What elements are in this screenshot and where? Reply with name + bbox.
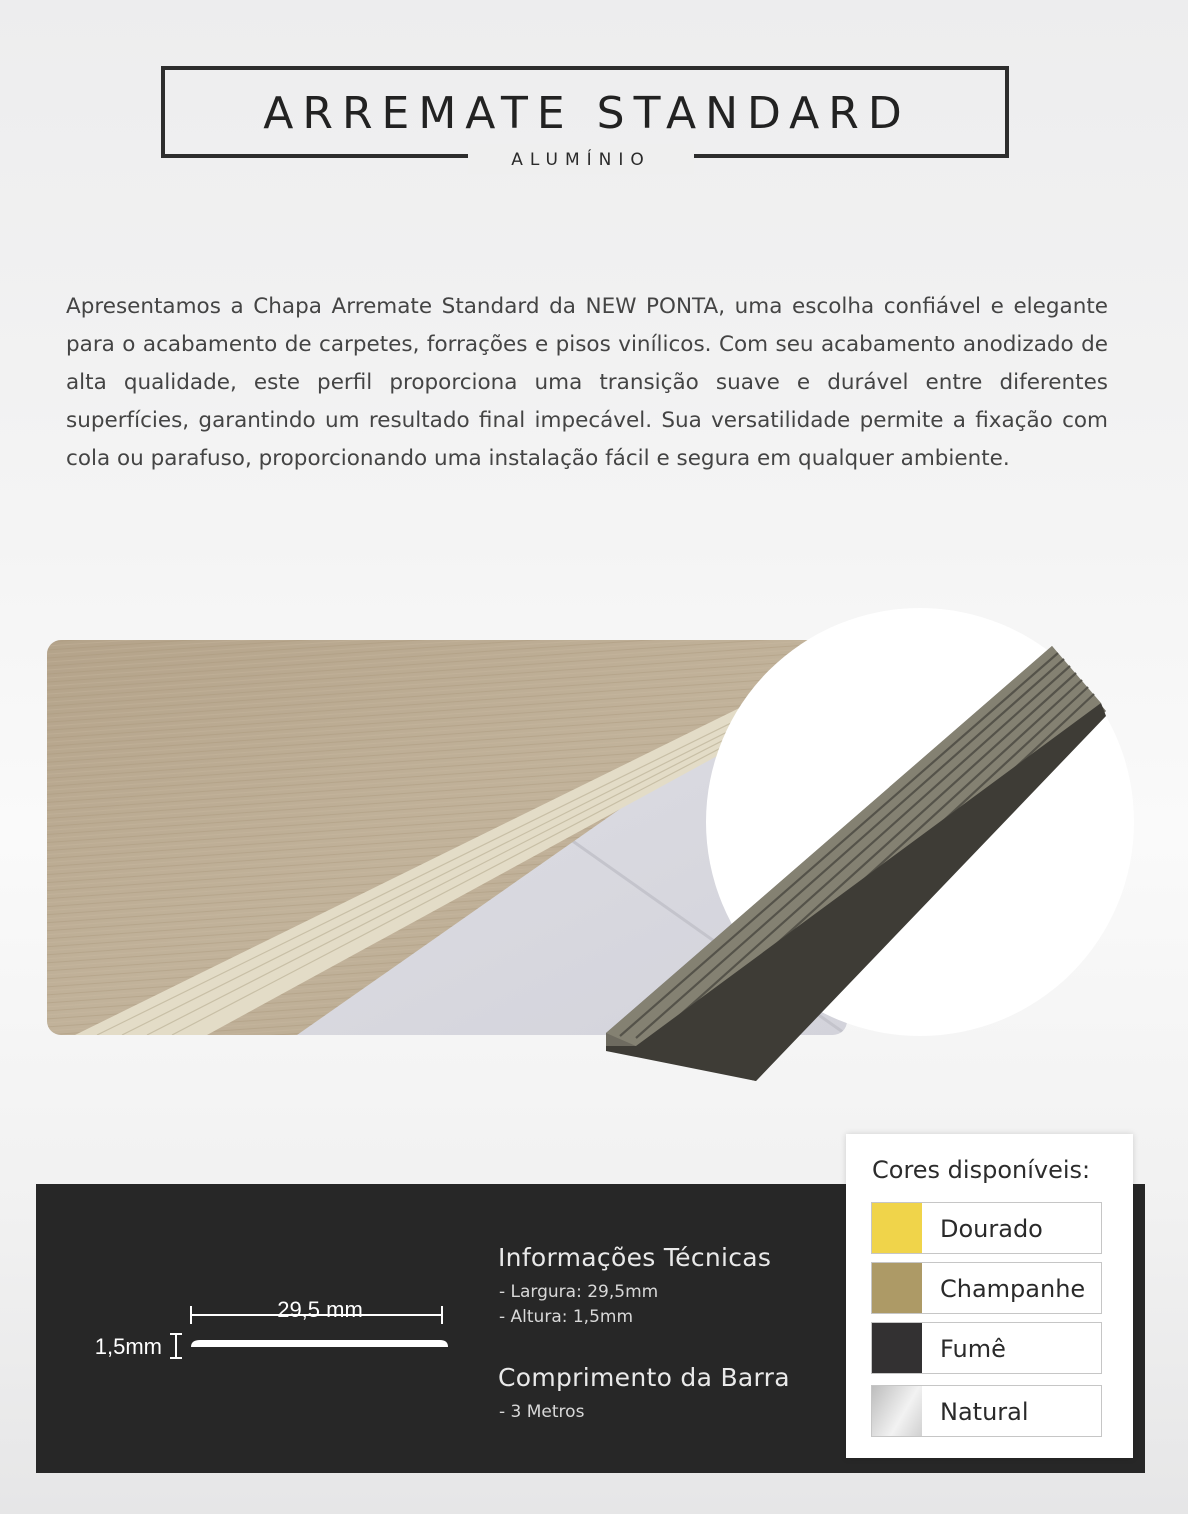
page-title: ARREMATE STANDARD: [263, 88, 911, 139]
bar-length-title: Comprimento da Barra: [498, 1363, 790, 1392]
color-option-champanhe: [871, 1262, 1102, 1314]
technical-info-title: Informações Técnicas: [498, 1243, 772, 1272]
profile-dimension-diagram: [70, 1290, 470, 1370]
color-label: Champanhe: [940, 1275, 1086, 1303]
color-swatch-natural: [872, 1386, 922, 1436]
color-swatch-dourado: [872, 1203, 922, 1253]
color-label: Fumê: [940, 1335, 1006, 1363]
color-option-fume: [871, 1322, 1102, 1374]
color-option-natural: [871, 1385, 1102, 1437]
available-colors-card: [846, 1134, 1133, 1458]
color-swatch-champanhe: [872, 1263, 922, 1313]
color-label: Natural: [940, 1398, 1029, 1426]
height-dimension-label: 1,5mm: [94, 1334, 162, 1359]
color-swatch-fume: [872, 1323, 922, 1373]
profile-zoom-illustration: [606, 606, 1146, 1086]
technical-width-line: - Largura: 29,5mm: [499, 1282, 659, 1302]
intro-paragraph: Apresentamos a Chapa Arremate Standard da NEW PONTA, uma escolha confiável e elegante para o acabamento de carpetes, forrações e pisos vinílicos. Com seu acabamento anodizado de alta qualidade, este perfil proporciona uma transição suave e durável entre diferentes superfícies, garantindo um resultado final impecável. Sua versatilidade permite a fixação com cola ou parafuso, proporcionando uma instalação fácil e segura em qualquer ambiente.: [66, 294, 1108, 471]
color-option-dourado: [871, 1202, 1102, 1254]
color-label: Dourado: [940, 1215, 1043, 1243]
available-colors-title: Cores disponíveis:: [872, 1156, 1091, 1184]
width-dimension-label: 29,5 mm: [277, 1297, 363, 1322]
technical-height-line: - Altura: 1,5mm: [499, 1307, 634, 1327]
bar-length-value: - 3 Metros: [499, 1402, 585, 1422]
page-subtitle: ALUMÍNIO: [511, 150, 651, 170]
